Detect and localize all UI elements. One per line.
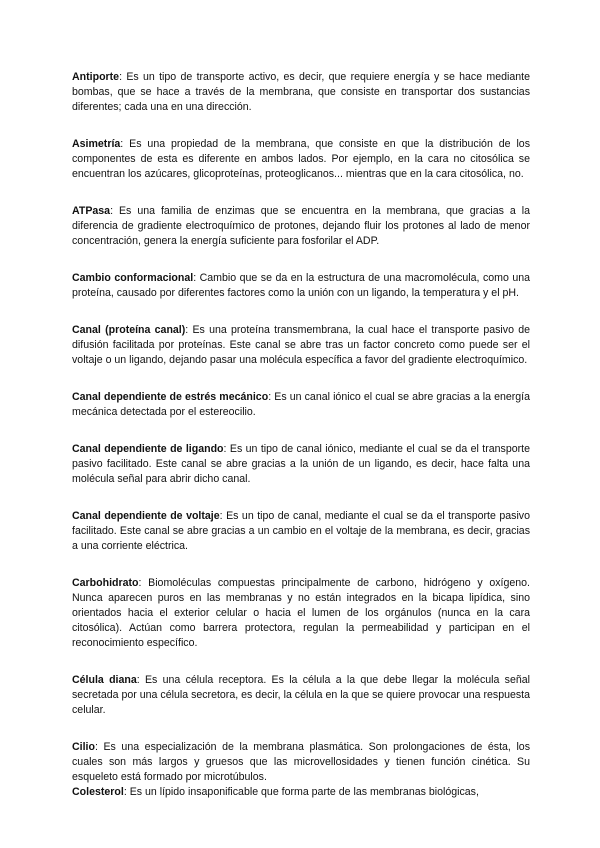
entry-term: Antiporte	[72, 71, 120, 83]
entry-canal-estres-mecanico	[72, 390, 530, 420]
entry-atpasa	[72, 204, 530, 249]
entry-definition: : Es un tipo de transporte activo, es decir, que requiere energía y se hace mediante bombas, que se hace a través de la membrana, que consiste en transportar dos sustancias diferentes; cada una en una dirección.	[72, 71, 530, 113]
entry-carbohidrato	[72, 576, 530, 651]
entry-definition: : Es una proteína transmembrana, la cual hace el transporte pasivo de difusión facilitada por proteínas. Este canal se abre tras un factor concreto como puede ser el voltaje o un ligando, dejando pasar una molécula específica a favor del gradiente electroquímico.	[72, 324, 530, 366]
entry-definition: : Biomoléculas compuestas principalmente de carbono, hidrógeno y oxígeno. Nunca aparecen puros en las membranas y no están integrados en la bicapa lipídica, sino orientados hacia el exterior celular o hacia el lumen de los orgánulos (nunca en la cara citosólica). Actúan como barrera protectora, regulan la permeabilidad y participan en el reconocimiento específico.	[72, 577, 530, 649]
entry-term: Célula diana	[72, 674, 137, 686]
entry-definition: : Es un tipo de canal iónico, mediante el cual se da el transporte pasivo facilitado. Este canal se abre gracias a la unión de un ligando, es decir, hace falta una molécula señal para abrir dicho canal.	[72, 443, 530, 485]
entry-definition: : Es una familia de enzimas que se encuentra en la membrana, que gracias a la diferencia de gradiente electroquímico de protones, dejando fluir los protones al lado de menor concentración, genera la energía suficiente para fosforilar el ADP.	[72, 205, 530, 247]
entry-celula-diana	[72, 673, 530, 718]
entry-definition: : Es un canal iónico el cual se abre gracias a la energía mecánica detectada por el estereocilio.	[72, 391, 531, 418]
entry-term: Cambio conformacional	[72, 272, 194, 284]
entry-colesterol	[72, 785, 530, 800]
entry-canal	[72, 323, 530, 368]
entry-term: Canal (proteína canal)	[72, 324, 186, 336]
entry-canal-ligando	[72, 442, 530, 487]
entry-term: ATPasa	[72, 205, 111, 217]
entry-term: Cilio	[72, 741, 95, 753]
entry-antiporte	[72, 70, 530, 115]
entry-term: Canal dependiente de estrés mecánico	[72, 391, 269, 403]
entry-cilio	[72, 740, 530, 785]
entry-term: Canal dependiente de voltaje	[72, 510, 220, 522]
entry-term: Carbohidrato	[72, 577, 139, 589]
entry-cambio-conformacional	[72, 271, 530, 301]
entry-canal-voltaje	[72, 509, 530, 554]
entry-definition: : Es una célula receptora. Es la célula a la que debe llegar la molécula señal secretada por una célula secretora, es decir, la célula en la que se quiere provocar una respuesta celular.	[72, 674, 530, 716]
entry-term: Asimetría	[72, 138, 121, 150]
entry-definition: : Es un lípido insaponificable que forma parte de las membranas biológicas,	[123, 786, 479, 798]
entry-definition: : Cambio que se da en la estructura de una macromolécula, como una proteína, causado por diferentes factores como la unión con un ligando, la temperatura y el pH.	[72, 272, 531, 299]
entry-term: Colesterol	[72, 786, 124, 798]
entry-definition: : Es una especialización de la membrana plasmática. Son prolongaciones de ésta, los cuales son más largos y gruesos que las microvellosidades y tienen función cinética. Su esqueleto está formado por microtúbulos.	[72, 741, 530, 783]
entry-definition: : Es una propiedad de la membrana, que consiste en que la distribución de los componentes de esta es diferente en ambos lados. Por ejemplo, en la cara no citosólica se encuentran los azúcares, glicoproteínas, proteoglicanos... mientras que en la cara citosólica, no.	[72, 138, 530, 180]
entry-asimetria	[72, 137, 530, 182]
entry-term: Canal dependiente de ligando	[72, 443, 224, 455]
entry-definition: : Es un tipo de canal, mediante el cual se da el transporte pasivo facilitado. Este canal se abre gracias a un cambio en el voltaje de la membrana, es decir, gracias a una corriente eléctrica.	[72, 510, 530, 552]
